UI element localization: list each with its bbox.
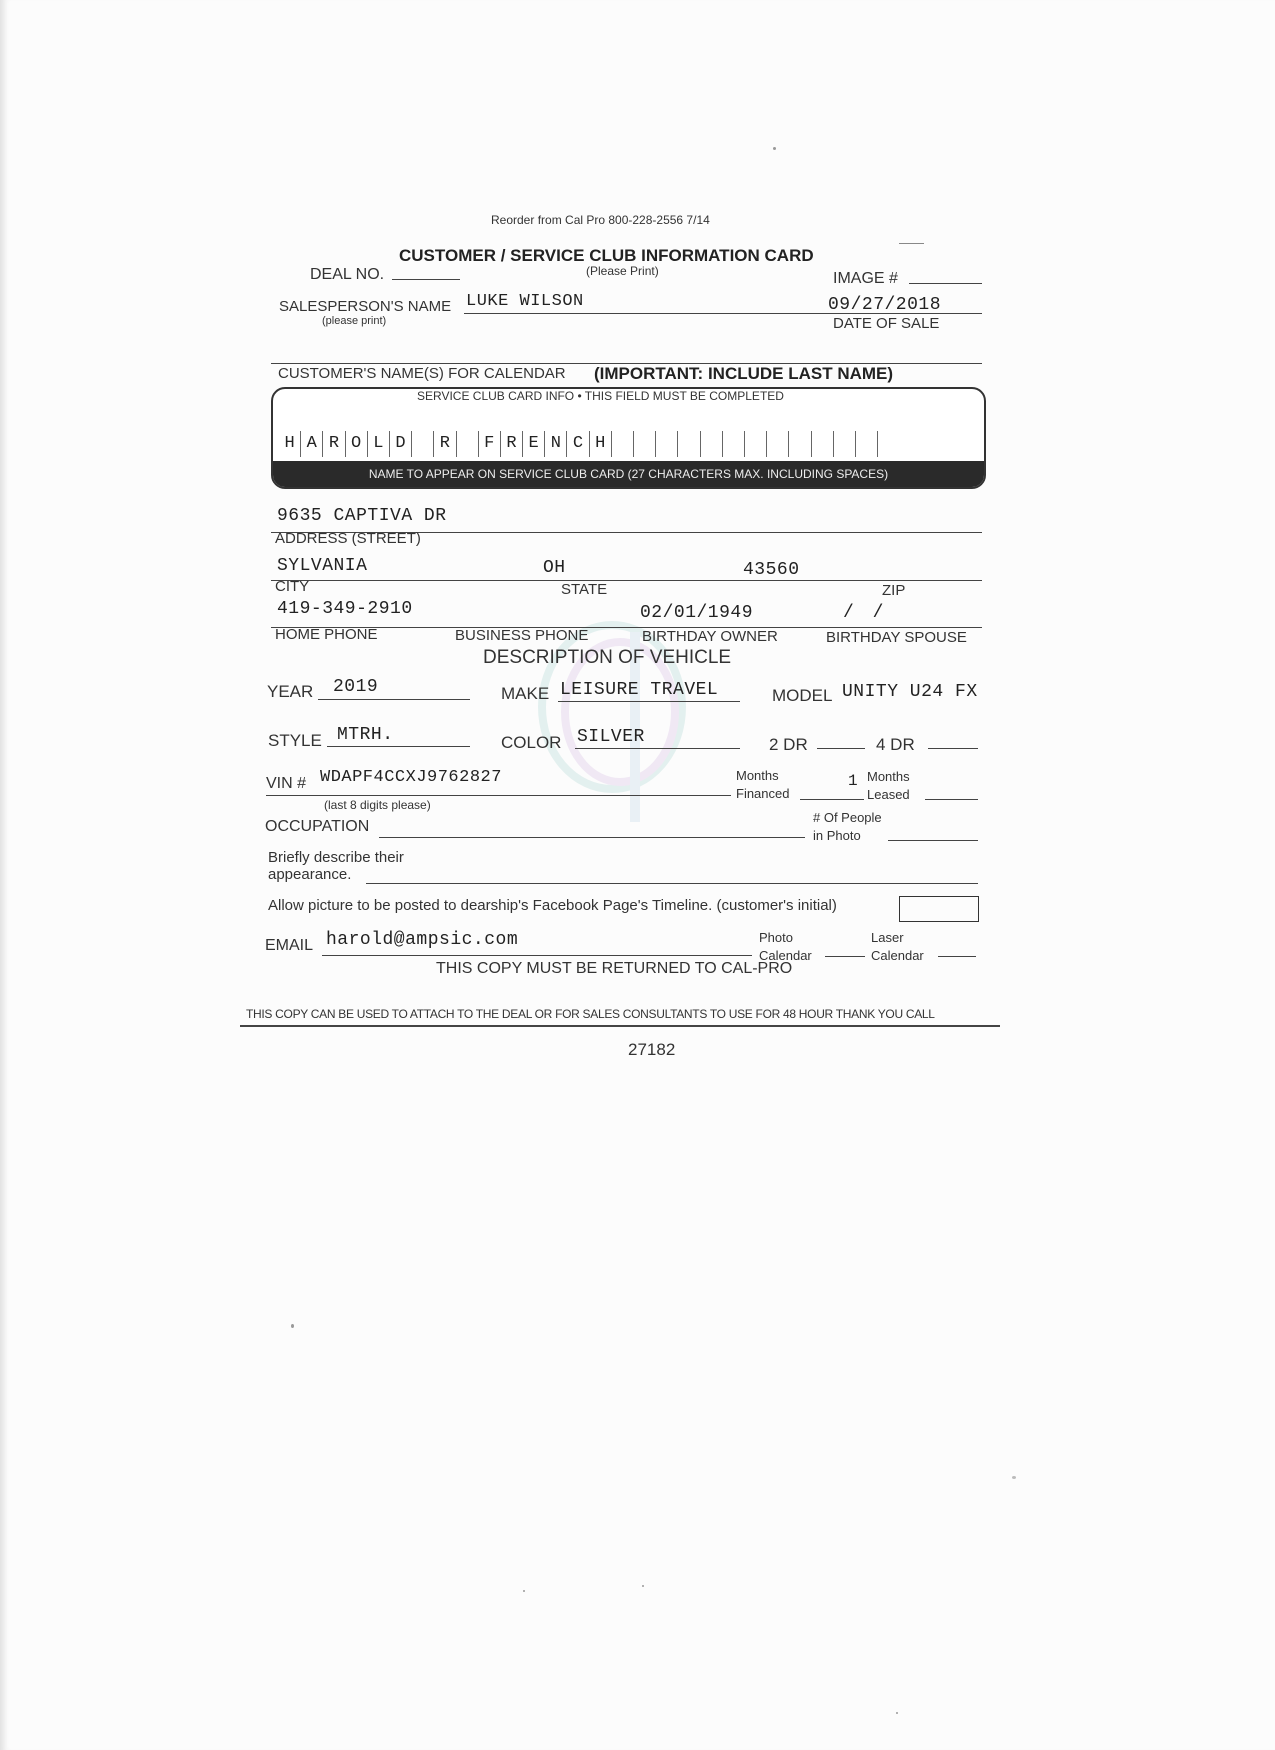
service-card-band: NAME TO APPEAR ON SERVICE CLUB CARD (27 CHARACTERS MAX. INCLUDING SPACES): [273, 461, 984, 487]
salesperson-label: SALESPERSON'S NAME: [279, 298, 452, 315]
name-character-cell[interactable]: N: [545, 431, 567, 457]
name-character-cell[interactable]: [701, 431, 723, 457]
city-line: [271, 580, 982, 581]
name-character-cell[interactable]: R: [323, 431, 345, 457]
watermark-logo: [525, 612, 700, 832]
year-label: YEAR: [267, 682, 314, 701]
name-character-cell[interactable]: [656, 431, 678, 457]
occupation-label: OCCUPATION: [265, 818, 370, 835]
customer-initial-box[interactable]: [899, 896, 979, 922]
months-leased-label-2: Leased: [867, 787, 910, 802]
street-value[interactable]: 9635 CAPTIVA DR: [277, 506, 447, 526]
style-label: STYLE: [268, 731, 322, 750]
email-line: [322, 955, 752, 956]
laser-calendar-label-2: Calendar: [871, 948, 924, 963]
image-no-label: IMAGE #: [833, 270, 898, 287]
name-character-cell[interactable]: [457, 431, 479, 457]
months-financed-label-1: Months: [736, 768, 779, 783]
name-character-cell[interactable]: [834, 431, 856, 457]
make-value[interactable]: LEISURE TRAVEL: [560, 680, 719, 700]
model-value[interactable]: UNITY U24 FX: [842, 682, 978, 702]
scan-speck: [523, 1590, 525, 1592]
people-field[interactable]: [888, 840, 978, 841]
serial-number: 27182: [628, 1040, 676, 1059]
four-door-field[interactable]: [928, 748, 978, 749]
name-character-cell[interactable]: [789, 431, 811, 457]
business-phone-label: BUSINESS PHONE: [455, 627, 589, 644]
footer-note: THIS COPY CAN BE USED TO ATTACH TO THE DEAL OR FOR SALES CONSULTANTS TO USE FOR 48 HOUR THANK YOU CALL: [246, 1007, 935, 1021]
model-label: MODEL: [772, 686, 833, 705]
color-value[interactable]: SILVER: [577, 727, 645, 747]
city-value[interactable]: SYLVANIA: [277, 556, 368, 576]
appearance-label-1: Briefly describe their: [268, 849, 404, 866]
photo-calendar-field[interactable]: [825, 956, 865, 957]
year-line: [318, 699, 470, 700]
make-line: [558, 701, 740, 702]
zip-value[interactable]: 43560: [743, 560, 800, 580]
return-note: THIS COPY MUST BE RETURNED TO CAL-PRO: [436, 960, 793, 977]
two-door-field[interactable]: [817, 748, 865, 749]
scan-speck: [642, 1585, 644, 1587]
name-character-cell[interactable]: [723, 431, 745, 457]
laser-calendar-label-1: Laser: [871, 930, 904, 945]
zip-label: ZIP: [882, 582, 906, 599]
name-character-cell[interactable]: L: [368, 431, 390, 457]
appearance-label-2: appearance.: [268, 866, 352, 883]
home-phone-label: HOME PHONE: [275, 626, 378, 643]
email-label: EMAIL: [265, 937, 314, 954]
name-character-cell[interactable]: R: [434, 431, 456, 457]
name-character-cell[interactable]: [678, 431, 700, 457]
vin-label: VIN #: [266, 775, 307, 792]
color-line: [575, 748, 740, 749]
name-character-cell[interactable]: H: [279, 431, 301, 457]
birthday-owner-label: BIRTHDAY OWNER: [642, 628, 778, 645]
year-value[interactable]: 2019: [333, 677, 379, 697]
service-club-card: [271, 387, 986, 489]
name-character-cell[interactable]: [856, 431, 878, 457]
deal-no-field[interactable]: [392, 279, 460, 280]
state-value[interactable]: OH: [543, 558, 566, 578]
scan-speck: [291, 1324, 294, 1328]
name-character-cell[interactable]: R: [501, 431, 523, 457]
photo-calendar-label-2: Calendar: [759, 948, 812, 963]
phone-line: [271, 627, 982, 628]
name-character-cell[interactable]: E: [523, 431, 545, 457]
name-character-cells[interactable]: [279, 431, 878, 457]
scan-speck: [896, 1712, 898, 1714]
make-label: MAKE: [501, 684, 550, 703]
laser-calendar-field[interactable]: [938, 956, 976, 957]
name-character-cell[interactable]: F: [479, 431, 501, 457]
name-character-cell[interactable]: [412, 431, 434, 457]
salesperson-value[interactable]: LUKE WILSON: [466, 292, 584, 311]
important-note: (IMPORTANT: INCLUDE LAST NAME): [594, 364, 894, 383]
months-financed-label-2: Financed: [736, 786, 790, 801]
months-financed-field[interactable]: [800, 799, 864, 800]
birthday-spouse-value[interactable]: / /: [843, 603, 888, 623]
salesperson-sublabel: (please print): [322, 315, 387, 327]
months-leased-label-1: Months: [867, 769, 910, 784]
name-character-cell[interactable]: [634, 431, 656, 457]
please-print-note: (Please Print): [586, 264, 659, 278]
name-character-cell[interactable]: [612, 431, 634, 457]
style-line: [327, 746, 470, 747]
name-character-cell[interactable]: [812, 431, 834, 457]
state-label: STATE: [561, 581, 608, 598]
birthday-owner-value[interactable]: 02/01/1949: [640, 603, 754, 623]
footer-rule: [240, 1025, 1000, 1027]
vin-line: [266, 795, 731, 796]
name-character-cell[interactable]: [745, 431, 767, 457]
vehicle-heading: DESCRIPTION OF VEHICLE: [483, 647, 732, 668]
facebook-consent-text: Allow picture to be posted to dearship's Facebook Page's Timeline. (customer's initial): [268, 897, 837, 914]
occupation-field[interactable]: [379, 837, 805, 838]
photo-calendar-label-1: Photo: [759, 930, 793, 945]
deal-no-label: DEAL NO.: [310, 266, 385, 283]
street-label: ADDRESS (STREET): [275, 530, 421, 547]
name-character-cell[interactable]: A: [301, 431, 323, 457]
customer-name-label: CUSTOMER'S NAME(S) FOR CALENDAR: [278, 365, 566, 382]
style-value[interactable]: MTRH.: [337, 725, 394, 745]
name-character-cell[interactable]: C: [567, 431, 589, 457]
vin-value[interactable]: WDAPF4CCXJ9762827: [320, 768, 502, 787]
people-label-2: in Photo: [813, 828, 861, 843]
two-door-label: 2 DR: [769, 735, 808, 754]
email-value[interactable]: harold@ampsic.com: [326, 930, 519, 950]
people-label-1: # Of People: [813, 810, 882, 825]
divider: [899, 243, 924, 244]
image-no-field[interactable]: [909, 283, 982, 284]
city-label: CITY: [275, 578, 310, 595]
months-leased-field[interactable]: [925, 799, 978, 800]
vin-note: (last 8 digits please): [324, 798, 431, 812]
color-label: COLOR: [501, 733, 562, 752]
name-character-cell[interactable]: H: [590, 431, 612, 457]
appearance-field[interactable]: [366, 883, 978, 884]
scan-speck: [1012, 1476, 1016, 1479]
form-title: CUSTOMER / SERVICE CLUB INFORMATION CARD: [399, 246, 814, 265]
reorder-note: Reorder from Cal Pro 800-228-2556 7/14: [491, 213, 710, 227]
name-character-cell[interactable]: [767, 431, 789, 457]
name-character-cell[interactable]: D: [390, 431, 412, 457]
date-of-sale-value[interactable]: 09/27/2018: [828, 295, 942, 315]
date-of-sale-label: DATE OF SALE: [833, 315, 940, 332]
home-phone-value[interactable]: 419-349-2910: [277, 599, 413, 619]
four-door-label: 4 DR: [876, 735, 915, 754]
birthday-spouse-label: BIRTHDAY SPOUSE: [826, 629, 967, 646]
service-card-info: SERVICE CLUB CARD INFO • THIS FIELD MUST BE COMPLETED: [417, 389, 784, 403]
name-character-cell[interactable]: O: [346, 431, 368, 457]
scan-speck: [773, 147, 776, 150]
months-leased-value[interactable]: 1: [848, 772, 859, 790]
